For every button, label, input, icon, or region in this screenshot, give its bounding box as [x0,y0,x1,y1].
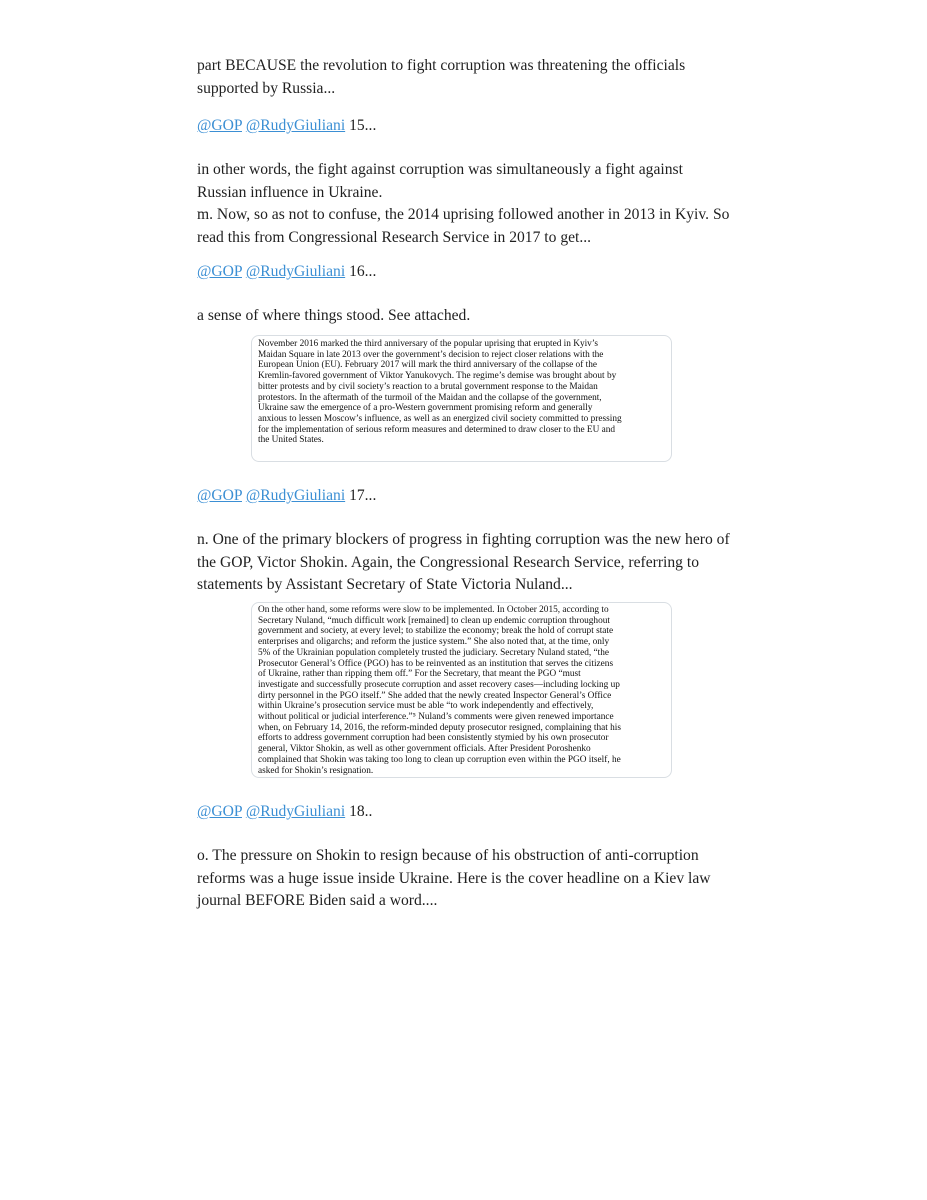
quote-line: when, on February 14, 2016, the reform-minded deputy prosecutor resigned, complaining that his [258,722,622,733]
quote-line: anxious to lessen Moscow’s influence, as well as an energized civil society committed to pressing [258,413,622,424]
quote-line: efforts to address government corruption had been consistently stymied by his own prosecutor [258,733,609,744]
mention-gop[interactable]: @GOP [197,117,242,134]
quote-line: for the implementation of serious reform measures and determined to draw closer to the EU and [258,424,616,435]
paragraph-3 [197,305,470,328]
quote-line: dirty personnel in the PGO itself.” She added that the newly created Inspector General’s Office [258,690,612,701]
quote-line: Prosecutor General’s Office (PGO) has to be reinvented as an institution that serves the citizens [258,658,614,669]
quote-line: enterprises and oligarchs; and reform the justice system.” She also noted that, at the time, only [258,637,610,648]
paragraph-4 [197,529,730,597]
quote-line: without political or judicial interference.”⁵ Nuland’s comments were given renewed importance [258,712,614,723]
quote-line: general, Viktor Shokin, as well as other government officials. After President Poroshenko [258,744,591,755]
quote-line: within Ukraine’s prosecution service must be able “to work independently and effectively, [258,701,594,712]
text-line: reforms was a huge issue inside Ukraine. Here is the cover headline on a Kiev law [197,869,711,887]
quote-line: On the other hand, some reforms were slow to be implemented. In October 2015, according to [258,605,609,615]
quote-line: the United States. [258,435,324,446]
mention-gop[interactable]: @GOP [197,487,242,504]
text-line: a sense of where things stood. See attached. [197,307,471,324]
text-line: the GOP, Victor Shokin. Again, the Congressional Research Service, referring to [197,553,699,571]
mention-row-18 [197,801,372,823]
tweet-count: 15... [349,117,377,134]
mention-gop[interactable]: @GOP [197,263,242,280]
quote-line: government and society, at every level; to stabilize the economy; break the hold of corrupt state [258,626,614,637]
text-line: part BECAUSE the revolution to fight corruption was threatening the officials [197,57,686,74]
text-line: supported by Russia... [197,79,336,97]
text-line: read this from Congressional Research Service in 2017 to get... [197,228,592,246]
tweet-count: 17... [349,487,377,504]
mention-gop[interactable]: @GOP [197,803,242,820]
tweet-count: 16... [349,263,377,280]
quote-line: bitter protests and by civil society’s reaction to a brutal government response to the Maidan [258,381,598,392]
paragraph-2 [197,159,729,249]
mention-row-16 [197,261,376,283]
quote-line: Secretary Nuland, “much difficult work [remained] to clean up endemic corruption throughout [258,615,610,626]
text-line: m. Now, so as not to confuse, the 2014 uprising followed another in 2013 in Kyiv. So [197,206,730,223]
quote-line: asked for Shokin’s resignation. [258,765,374,776]
quote-line: November 2016 marked the third anniversary of the popular uprising that erupted in Kyiv’s [258,339,599,349]
text-line: statements by Assistant Secretary of State Victoria Nuland... [197,576,573,593]
text-line: n. One of the primary blockers of progress in fighting corruption was the new hero of [197,531,730,548]
quote-line: protestors. In the aftermath of the turmoil of the Maidan and the collapse of the government, [258,392,602,403]
quote-line: investigate and successfully prosecute corruption and asset recovery cases—including locking up [258,679,620,690]
quote-line: European Union (EU). February 2017 will mark the third anniversary of the collapse of the [258,360,597,371]
mention-row-17 [197,485,376,507]
mention-rudygiuliani[interactable]: @RudyGiuliani [245,117,346,134]
paragraph-5 [197,845,711,913]
quote-line: Maidan Square in late 2013 over the government’s decision to reject closer relations with the [258,349,604,360]
text-line: o. The pressure on Shokin to resign because of his obstruction of anti-corruption [197,847,699,864]
quoted-image-1[interactable] [251,335,672,462]
text-line: journal BEFORE Biden said a word.... [197,892,438,909]
text-line: Russian influence in Ukraine. [197,183,383,201]
mention-rudygiuliani[interactable]: @RudyGiuliani [245,803,346,820]
quote-line: 5% of the Ukrainian population completely trusted the judiciary. Secretary Nuland stated, “the [258,647,610,658]
tweet-count: 18.. [349,803,373,820]
quote-line: complained that Shokin was taking too long to clean up corruption even within the PGO itself, he [258,754,621,765]
mention-rudygiuliani[interactable]: @RudyGiuliani [245,263,346,280]
mention-rudygiuliani[interactable]: @RudyGiuliani [245,487,346,504]
paragraph-1 [197,55,685,100]
quote-line: Kremlin-favored government of Viktor Yanukovych. The regime’s demise was brought about by [258,371,617,382]
quote-line: of Ukraine, rather than ripping them off.” For the Secretary, that meant the PGO “must [258,669,581,680]
quote-line: Ukraine saw the emergence of a pro-Western government promising reform and generally [258,403,593,414]
mention-row-15 [197,115,376,137]
quoted-image-2[interactable] [251,602,672,778]
text-line: in other words, the fight against corruption was simultaneously a fight against [197,161,683,178]
